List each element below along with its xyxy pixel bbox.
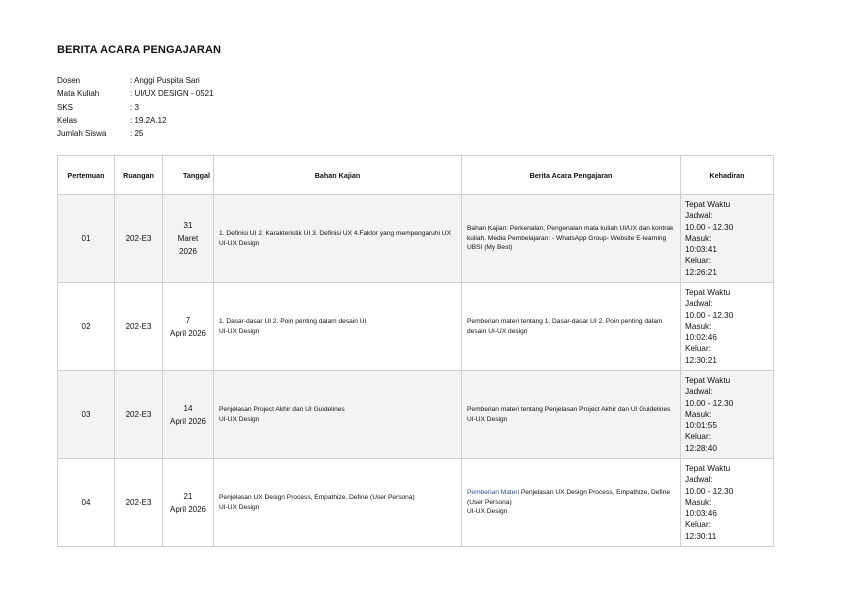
tanggal-line: 14 (183, 403, 193, 413)
column-header-berita-acara: Berita Acara Pengajaran (462, 156, 681, 195)
cell-bahan-kajian (214, 459, 462, 547)
column-header-bahan-kajian: Bahan Kajian (214, 156, 462, 195)
info-label: Kelas (57, 115, 78, 125)
info-row-kelas (57, 114, 214, 127)
keluar-label: Keluar: (685, 256, 711, 266)
jadwal-label: Jadwal: (685, 387, 713, 397)
masuk-value: 10:03:46 (685, 509, 717, 519)
cell-bahan-kajian (214, 371, 462, 459)
cell-bahan-kajian (214, 195, 462, 283)
jadwal-label: Jadwal: (685, 475, 713, 485)
masuk-value: 10:02:46 (685, 333, 717, 343)
jadwal-value: 10.00 - 12.30 (685, 486, 734, 496)
tanggal-line: 31 (183, 221, 193, 230)
berita-text (467, 405, 675, 415)
cell-kehadiran (681, 195, 774, 283)
info-row-mata-kuliah (57, 87, 214, 100)
table-row (58, 195, 774, 283)
info-label: Dosen (57, 76, 81, 85)
berita-text (467, 224, 675, 253)
table-row (58, 283, 774, 371)
bahan-text: Penjelasan Project Akhir dan UI Guidelines (219, 406, 345, 413)
cell-pertemuan: 01 (58, 195, 115, 283)
cell-berita-acara (462, 195, 681, 283)
cell-pertemuan: 02 (58, 283, 115, 371)
cell-tanggal (163, 195, 214, 283)
info-label: Mata Kuliah (57, 89, 100, 99)
masuk-value: 10:03:41 (685, 245, 717, 255)
tanggal-line: Maret (177, 234, 199, 243)
berita-text (467, 317, 675, 336)
cell-ruangan: 202-E3 (115, 195, 163, 283)
masuk-value: 10:01:55 (685, 421, 717, 431)
jadwal-value: 10.00 - 12.30 (685, 222, 734, 232)
info-value: : Anggi Puspita Sari (130, 76, 200, 85)
cell-ruangan: 202-E3 (115, 459, 163, 547)
info-value: : UI/UX DESIGN - 0521 (130, 89, 214, 99)
attendance-table (57, 155, 774, 547)
keluar-value: 12:30:11 (685, 531, 717, 541)
bahan-subtext: UI-UX Design (219, 415, 260, 423)
tanggal-line: 2026 (179, 247, 197, 256)
cell-bahan-kajian (214, 283, 462, 371)
bahan-subtext: UI-UX Design (219, 327, 260, 335)
cell-ruangan: 202-E3 (115, 283, 163, 371)
cell-pertemuan: 03 (58, 371, 115, 459)
tanggal-line: April 2026 (169, 328, 207, 338)
info-row-jumlah-siswa (57, 127, 214, 140)
cell-kehadiran (681, 459, 774, 547)
cell-berita-acara (462, 371, 681, 459)
berita-body: Penjelasan UX Design Process, Empathize, Define (User Persona) (467, 489, 671, 506)
info-value: : 25 (130, 129, 144, 139)
column-header-tanggal: Tanggal (163, 156, 214, 195)
jadwal-value: 10.00 - 12.30 (685, 398, 734, 408)
column-header-kehadiran: Kehadiran (681, 156, 774, 195)
table-row (58, 371, 774, 459)
masuk-label: Masuk: (685, 233, 712, 243)
column-header-ruangan: Ruangan (115, 156, 163, 195)
berita-subtext: UI-UX Design (467, 508, 508, 516)
jadwal-label: Jadwal: (685, 299, 713, 309)
bahan-subtext: UI-UX Design (219, 239, 260, 247)
table-header-row (58, 156, 774, 195)
info-value: : 3 (130, 102, 139, 112)
bahan-subtext: UI-UX Design (219, 503, 260, 511)
tanggal-line: April 2026 (169, 504, 207, 514)
tanggal-line: April 2026 (169, 416, 207, 426)
bahan-text: 1. Definisi UI 2. Karakteristik UI 3. Definisi UX 4.Faktor yang mempengaruhi UX (219, 230, 451, 237)
status-text: Tepat Waktu (685, 200, 731, 210)
tanggal-line: 7 (185, 315, 191, 325)
keluar-label: Keluar: (685, 344, 711, 354)
status-text: Tepat Waktu (685, 376, 731, 386)
info-label: Jumlah Siswa (57, 129, 107, 139)
keluar-label: Keluar: (685, 432, 711, 442)
column-header-pertemuan: Pertemuan (58, 156, 115, 195)
bahan-text: 1. Dasar-dasar UI 2. Poin penting dalam desain UI (219, 318, 367, 325)
berita-body: Bahan Kajian: Perkenalan, Pengenalan mata kuliah UI/UX dan kontrak kuliah. Media Pembelajaran: - WhatsApp Group- Website E-learning UBSI (My Best) (467, 225, 674, 252)
berita-body: Pemberian materi tentang Penjelasan Project Akhir dan UI Guidelines (467, 406, 671, 413)
status-text: Tepat Waktu (685, 288, 731, 298)
jadwal-label: Jadwal: (685, 211, 713, 221)
masuk-label: Masuk: (685, 497, 712, 507)
cell-tanggal (163, 459, 214, 547)
berita-text (467, 488, 675, 507)
table-row (58, 459, 774, 547)
berita-body: Pemberian materi tentang 1. Dasar-dasar UI 2. Poin penting dalam desain UI-UX design (467, 318, 663, 335)
cell-berita-acara (462, 283, 681, 371)
jadwal-value: 10.00 - 12.30 (685, 310, 734, 320)
keluar-value: 12:30:21 (685, 355, 717, 365)
cell-tanggal (163, 371, 214, 459)
cell-kehadiran (681, 371, 774, 459)
page-title: BERITA ACARA PENGAJARAN (57, 44, 222, 56)
cell-tanggal (163, 283, 214, 371)
masuk-label: Masuk: (685, 409, 712, 419)
info-row-dosen (57, 74, 214, 87)
cell-berita-acara (462, 459, 681, 547)
keluar-value: 12:26:21 (685, 267, 717, 277)
keluar-value: 12:28:40 (685, 443, 717, 453)
masuk-label: Masuk: (685, 321, 712, 331)
cell-pertemuan: 04 (58, 459, 115, 547)
info-value: : 19.2A.12 (130, 115, 167, 125)
bahan-text: Penjelasan UX Design Process, Empathize, Define (User Persona) (219, 494, 415, 501)
cell-ruangan: 202-E3 (115, 371, 163, 459)
cell-kehadiran (681, 283, 774, 371)
status-text: Tepat Waktu (685, 464, 731, 474)
info-label: SKS (57, 102, 74, 112)
keluar-label: Keluar: (685, 520, 711, 530)
info-row-sks (57, 101, 214, 114)
berita-subtext: UI-UX Design (467, 415, 508, 423)
info-block (57, 74, 214, 140)
berita-prefix: Pemberian Materi (467, 489, 520, 497)
tanggal-line: 21 (183, 491, 193, 501)
